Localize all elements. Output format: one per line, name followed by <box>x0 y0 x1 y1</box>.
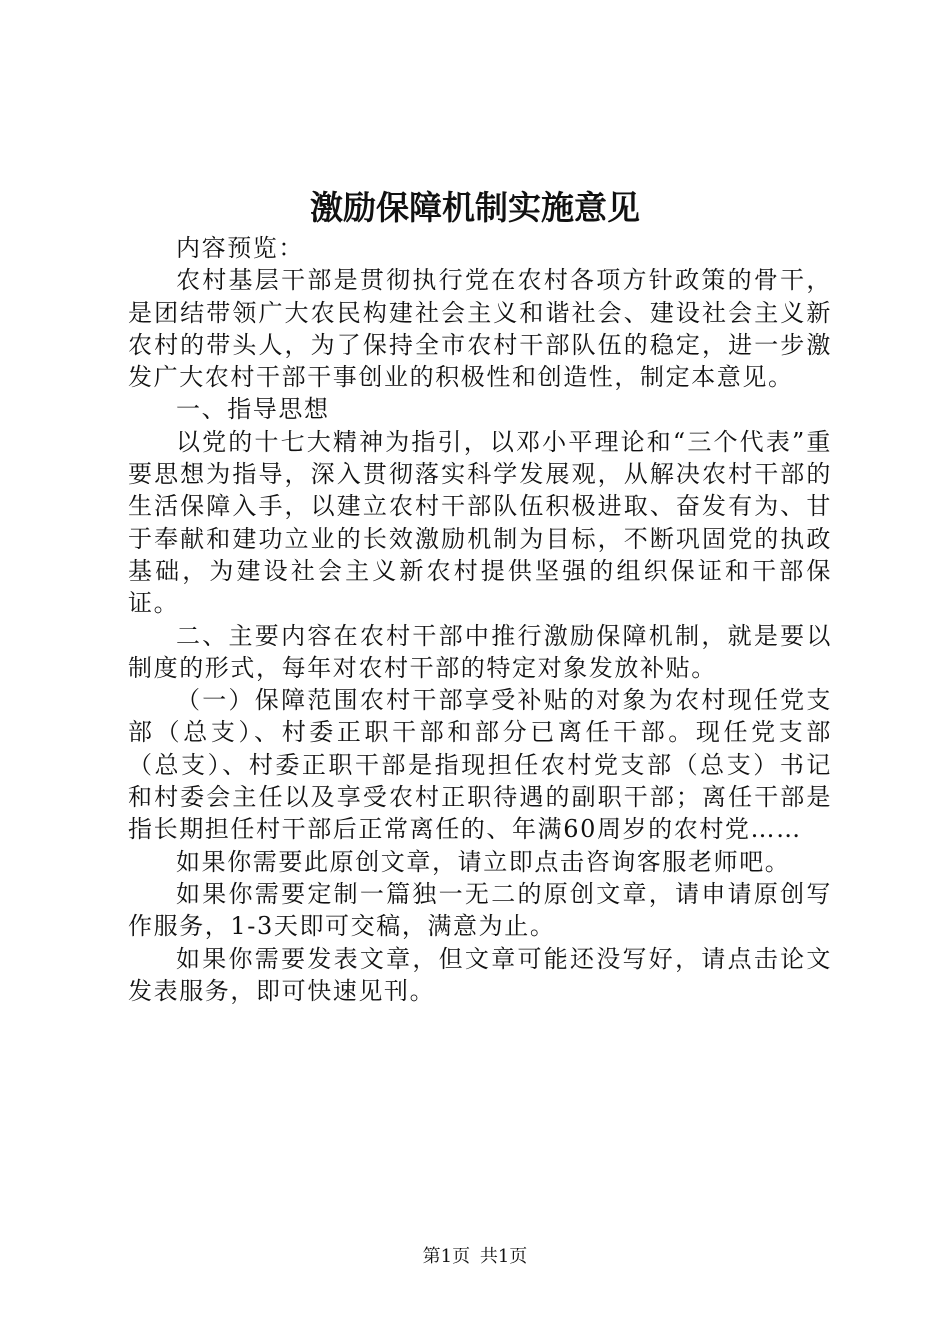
intro-paragraph: 农村基层干部是贯彻执行党在农村各项方针政策的骨干，是团结带领广大农民构建社会主义和谐社会、建设社会主义新农村的带头人，为了保持全市农村干部队伍的稳定，进一步激发广大农村干部干事创业的积极性和创造性，制定本意见。 <box>128 266 832 392</box>
page-number-footer: 第1页 共1页 <box>422 1246 528 1267</box>
consult-service-paragraph: 如果你需要此原创文章，请立即点击咨询客服老师吧。 <box>176 847 791 876</box>
guiding-ideology-paragraph: 以党的十七大精神为指引，以邓小平理论和“三个代表”重要思想为指导，深入贯彻落实科学发展观，从解决农村干部的生活保障入手，以建立农村干部队伍积极进取、奋发有为、甘于奉献和建功立业的长效激励机制为目标，不断巩固党的执政基础，为建设社会主义新农村提供坚强的组织保证和干部保证。 <box>128 427 832 618</box>
document-body <box>128 232 832 1007</box>
section-heading-guiding-ideology: 一、指导思想 <box>176 395 330 424</box>
coverage-scope-paragraph: （一）保障范围农村干部享受补贴的对象为农村现任党支部（总支）、村委正职干部和部分已离任干部。现任党支部（总支）、村委正职干部是指现担任农村党支部（总支）书记和村委会主任以及享受农村正职待遇的副职干部；离任干部是指长期担任村干部后正常离任的、年满60周岁的农村党…… <box>128 686 832 844</box>
document-title: 激励保障机制实施意见 <box>310 188 640 227</box>
publication-service-paragraph: 如果你需要发表文章，但文章可能还没写好，请点击论文发表服务，即可快速见刊。 <box>128 944 832 1005</box>
main-content-paragraph: 二、主要内容在农村干部中推行激励保障机制，就是要以制度的形式，每年对农村干部的特定对象发放补贴。 <box>128 621 832 682</box>
custom-writing-paragraph: 如果你需要定制一篇独一无二的原创文章，请申请原创写作服务，1-3天即可交稿，满意为止。 <box>128 879 832 941</box>
preview-label: 内容预览： <box>176 234 304 262</box>
